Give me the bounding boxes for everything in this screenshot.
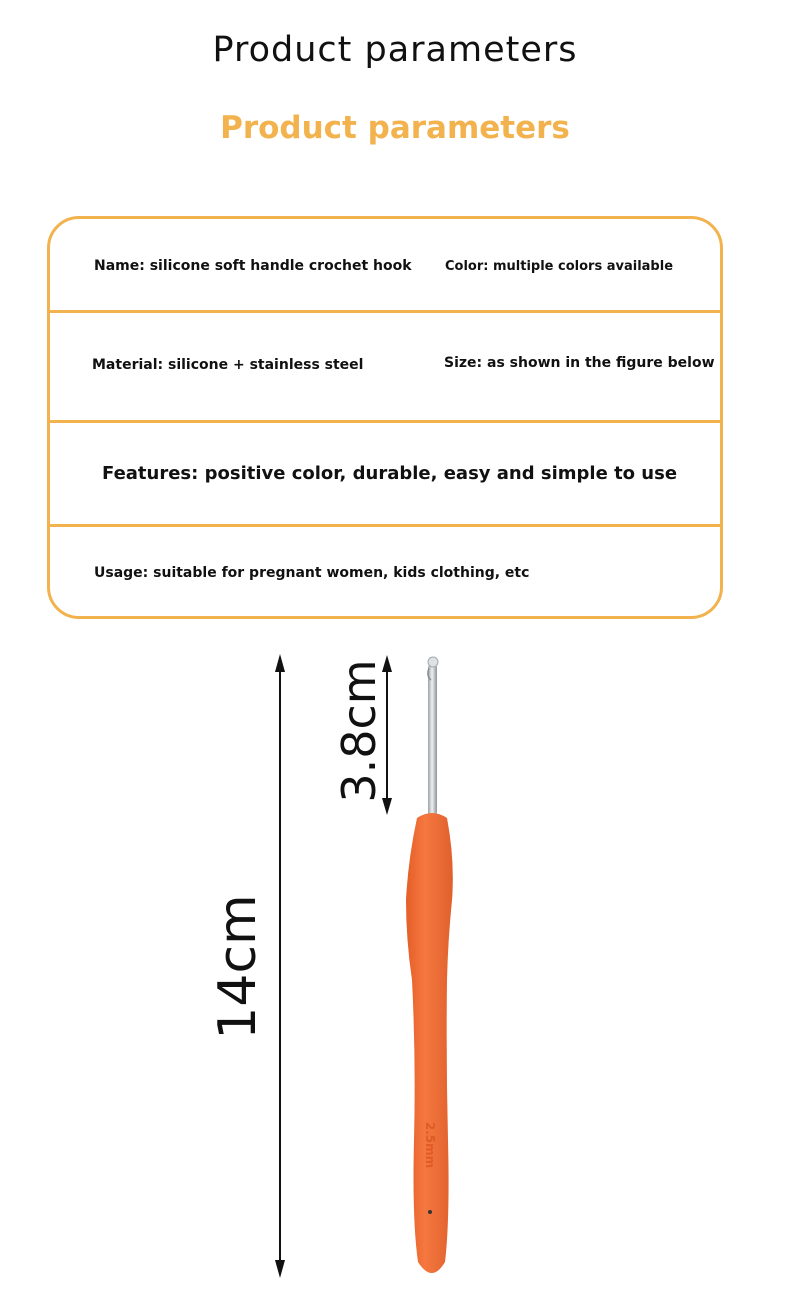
total-length-arrow (275, 654, 285, 1278)
param-features: Features: positive color, durable, easy and simple to use (102, 463, 678, 484)
section-title: Product parameters (220, 110, 570, 146)
row-divider (50, 524, 720, 527)
parameters-table (47, 216, 723, 619)
param-material: Material: silicone + stainless steel (92, 357, 364, 373)
row-divider (50, 420, 720, 423)
param-usage: Usage: suitable for pregnant women, kids clothing, etc (94, 565, 530, 581)
hook-length-label: 3.8cm (332, 659, 386, 803)
param-name: Name: silicone soft handle crochet hook (94, 258, 412, 274)
size-figure (0, 640, 790, 1314)
param-color: Color: multiple colors available (445, 259, 674, 274)
row-divider (50, 310, 720, 313)
handle-marking: 2.5mm (423, 1121, 437, 1169)
crochet-hook-icon (406, 657, 453, 1273)
total-length-label: 14cm (208, 894, 268, 1040)
page-title: Product parameters (212, 30, 578, 70)
param-size: Size: as shown in the figure below (444, 355, 715, 371)
